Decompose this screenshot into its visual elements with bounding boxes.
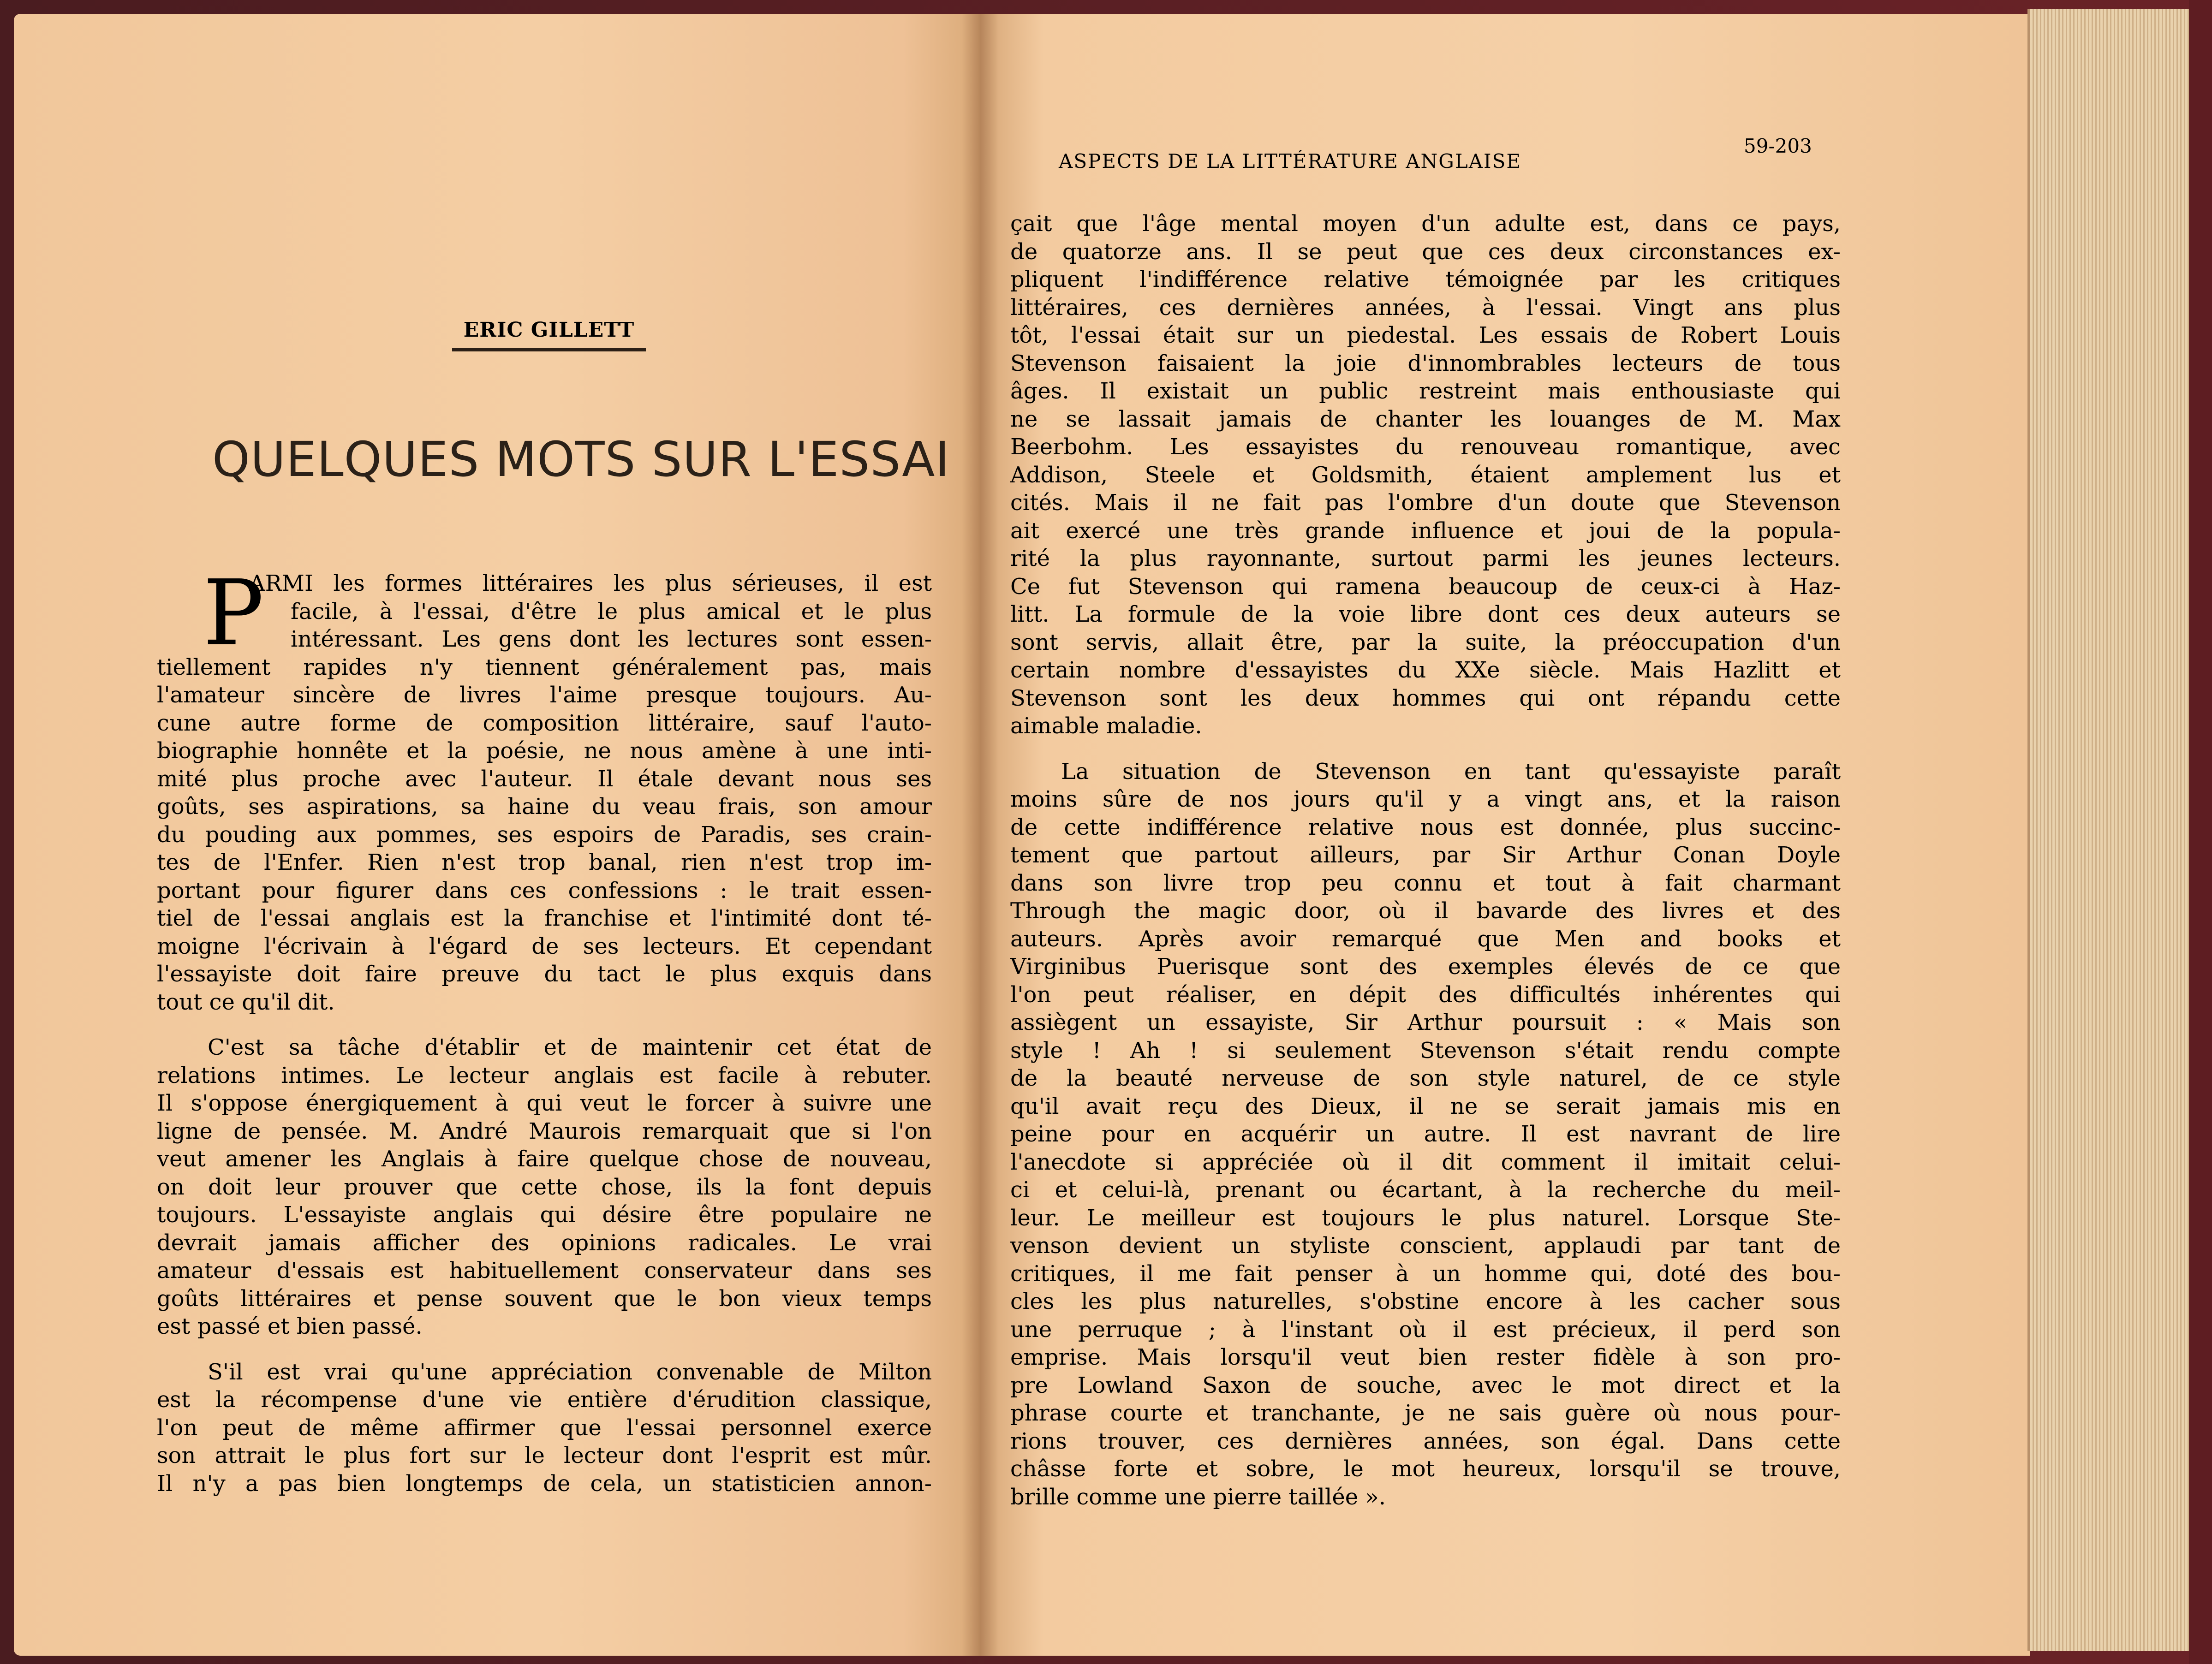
- text-line: peine pour en acquérir un autre. Il est navrant de lire: [1010, 1121, 1841, 1147]
- text-line: Stevenson sont les deux hommes qui ont répandu cette: [1010, 685, 1841, 711]
- text-line: facile, à l'essai, d'être le plus amical et le plus: [291, 598, 932, 624]
- text-line: l'anecdote si appréciée où il dit comment il imitait celui-: [1010, 1149, 1841, 1175]
- text-line: dans son livre trop peu connu et tout à fait charmant: [1010, 870, 1841, 896]
- text-line: Il n'y a pas bien longtemps de cela, un statisticien annon-: [157, 1470, 932, 1497]
- text-line: goûts, ses aspirations, sa haine du veau frais, son amour: [157, 794, 932, 820]
- text-line: pre Lowland Saxon de souche, avec le mot direct et la: [1010, 1372, 1841, 1398]
- text-line: une perruque ; à l'instant où il est précieux, il perd son: [1010, 1316, 1841, 1343]
- cover-edge: [2189, 0, 2212, 1664]
- text-line: certain nombre d'essayistes du XXe siècle. Mais Hazlitt et: [1010, 657, 1841, 683]
- book-gutter: [962, 14, 999, 1656]
- text-line: âges. Il existait un public restreint mais enthousiaste qui: [1010, 378, 1841, 404]
- text-line: qu'il avait reçu des Dieux, il ne se serait jamais mis en: [1010, 1093, 1841, 1119]
- text-line: Beerbohm. Les essayistes du renouveau romantique, avec: [1010, 434, 1841, 460]
- text-line: rions trouver, ces dernières années, son égal. Dans cette: [1010, 1428, 1841, 1454]
- paragraph: [157, 1358, 932, 1498]
- text-line: tôt, l'essai était sur un piedestal. Les essais de Robert Louis: [1010, 322, 1841, 348]
- drop-cap: P: [203, 561, 264, 666]
- text-line: de cette indifférence relative nous est donnée, plus succinc-: [1010, 814, 1841, 840]
- text-line: Addison, Steele et Goldsmith, étaient amplement lus et: [1010, 462, 1841, 488]
- essay-title: QUELQUES MOTS SUR L'ESSAI: [212, 431, 950, 487]
- text-line: intéressant. Les gens dont les lectures sont essen-: [291, 626, 932, 652]
- text-line: ne se lassait jamais de chanter les louanges de M. Max: [1010, 406, 1841, 432]
- text-line: ligne de pensée. M. André Maurois remarquait que si l'on: [157, 1118, 932, 1144]
- text-line: biographie honnête et la poésie, ne nous amène à une inti-: [157, 738, 932, 764]
- text-line: tiellement rapides n'y tiennent généralement pas, mais: [157, 654, 932, 680]
- text-line: cles les plus naturelles, s'obstine encore à les cacher sous: [1010, 1289, 1841, 1314]
- text-line: on doit leur prouver que cette chose, ils la font depuis: [157, 1174, 932, 1200]
- text-line: est passé et bien passé.: [157, 1313, 423, 1339]
- paragraph: [157, 1034, 932, 1341]
- text-line: veut amener les Anglais à faire quelque chose de nouveau,: [157, 1146, 932, 1172]
- paragraph: [157, 561, 932, 1016]
- text-line: est la récompense d'une vie entière d'érudition classique,: [157, 1387, 932, 1413]
- text-line: tement que partout ailleurs, par Sir Arthur Conan Doyle: [1010, 842, 1841, 868]
- text-line: l'amateur sincère de livres l'aime presque toujours. Au-: [157, 682, 932, 708]
- text-line: S'il est vrai qu'une appréciation convenable de Milton: [208, 1359, 932, 1385]
- right-body-text: [1010, 210, 1841, 1511]
- text-line: moins sûre de nos jours qu'il y a vingt ans, et la raison: [1010, 786, 1841, 812]
- text-line: goûts littéraires et pense souvent que le bon vieux temps: [157, 1285, 932, 1312]
- text-line: de la beauté nerveuse de son style naturel, de ce style: [1010, 1065, 1841, 1091]
- text-line: tes de l'Enfer. Rien n'est trop banal, rien n'est trop im-: [157, 850, 932, 875]
- text-line: ait exercé une très grande influence et joui de la popula-: [1010, 517, 1841, 544]
- text-line: aimable maladie.: [1010, 713, 1202, 739]
- text-line: l'on peut réaliser, en dépit des difficultés inhérentes qui: [1010, 981, 1841, 1008]
- text-line: Stevenson faisaient la joie d'innombrables lecteurs de tous: [1010, 350, 1841, 376]
- text-line: venson devient un styliste conscient, applaudi par tant de: [1010, 1233, 1841, 1259]
- text-line: littéraires, ces dernières années, à l'essai. Vingt ans plus: [1010, 294, 1841, 321]
- text-line: leur. Le meilleur est toujours le plus naturel. Lorsque Ste-: [1010, 1205, 1841, 1231]
- left-body-text: [157, 561, 932, 1498]
- text-line: litt. La formule de la voie libre dont ces deux auteurs se: [1010, 601, 1841, 627]
- text-line: sont servis, allait être, par la suite, la préoccupation d'un: [1010, 629, 1841, 655]
- text-line: ARMI les formes littéraires les plus sérieuses, il est: [249, 571, 932, 596]
- text-line: critiques, il me fait penser à un homme qui, doté des bou-: [1010, 1260, 1841, 1287]
- text-line: l'essayiste doit faire preuve du tact le plus exquis dans: [157, 961, 932, 987]
- text-line: Ce fut Stevenson qui ramena beaucoup de ceux-ci à Haz-: [1010, 573, 1841, 600]
- text-line: Through the magic door, où il bavarde des livres et des: [1010, 898, 1841, 924]
- text-line: pliquent l'indifférence relative témoignée par les critiques: [1010, 267, 1841, 292]
- text-line: emprise. Mais lorsqu'il veut bien rester fidèle à son pro-: [1010, 1344, 1841, 1370]
- text-line: devrait jamais afficher des opinions radicales. Le vrai: [157, 1230, 932, 1256]
- text-line: l'on peut de même affirmer que l'essai personnel exerce: [157, 1414, 932, 1441]
- text-line: de quatorze ans. Il se peut que ces deux circonstances ex-: [1010, 238, 1841, 265]
- text-line: rité la plus rayonnante, surtout parmi les jeunes lecteurs.: [1010, 546, 1841, 571]
- text-line: tout ce qu'il dit.: [157, 989, 335, 1015]
- text-line: La situation de Stevenson en tant qu'essayiste paraît: [1061, 758, 1841, 784]
- text-line: cités. Mais il ne fait pas l'ombre d'un doute que Stevenson: [1010, 490, 1841, 516]
- text-line: Il s'oppose énergiquement à qui veut le forcer à suivre une: [157, 1090, 932, 1116]
- text-line: châsse forte et sobre, le mot heureux, lorsqu'il se trouve,: [1010, 1456, 1841, 1482]
- text-line: portant pour figurer dans ces confessions : le trait essen-: [157, 877, 932, 903]
- text-line: Virginibus Puerisque sont des exemples élevés de ce que: [1010, 954, 1841, 980]
- text-line: çait que l'âge mental moyen d'un adulte est, dans ce pays,: [1010, 211, 1841, 237]
- text-line: assiègent un essayiste, Sir Arthur poursuit : « Mais son: [1010, 1010, 1841, 1035]
- text-line: ci et celui-là, prenant ou écartant, à la recherche du meil-: [1010, 1177, 1841, 1203]
- text-line: auteurs. Après avoir remarqué que Men and books et: [1010, 926, 1841, 952]
- text-line: relations intimes. Le lecteur anglais est facile à rebuter.: [157, 1062, 932, 1088]
- page-number: 59-203: [1744, 135, 1812, 157]
- text-line: moigne l'écrivain à l'égard de ses lecteurs. Et cependant: [157, 933, 932, 959]
- text-line: amateur d'essais est habituellement conservateur dans ses: [157, 1258, 932, 1284]
- text-line: tiel de l'essai anglais est la franchise et l'intimité dont té-: [157, 905, 932, 931]
- page-edges: [2027, 9, 2192, 1651]
- text-line: mité plus proche avec l'auteur. Il étale devant nous ses: [157, 766, 932, 792]
- text-line: C'est sa tâche d'établir et de maintenir cet état de: [208, 1034, 932, 1060]
- paragraph: [1010, 758, 1841, 1511]
- author-name: ERIC GILLETT: [452, 318, 646, 351]
- text-line: phrase courte et tranchante, je ne sais guère où nous pour-: [1010, 1400, 1841, 1426]
- text-line: son attrait le plus fort sur le lecteur dont l'esprit est mûr.: [157, 1443, 932, 1468]
- text-line: brille comme une pierre taillée ».: [1010, 1484, 1386, 1510]
- running-head: ASPECTS DE LA LITTÉRATURE ANGLAISE: [1059, 150, 1522, 172]
- text-line: cune autre forme de composition littéraire, sauf l'auto-: [157, 710, 932, 736]
- paragraph: [1010, 210, 1841, 740]
- text-line: du pouding aux pommes, ses espoirs de Paradis, ses crain-: [157, 821, 932, 848]
- text-line: style ! Ah ! si seulement Stevenson s'était rendu compte: [1010, 1037, 1841, 1064]
- text-line: toujours. L'essayiste anglais qui désire être populaire ne: [157, 1202, 932, 1228]
